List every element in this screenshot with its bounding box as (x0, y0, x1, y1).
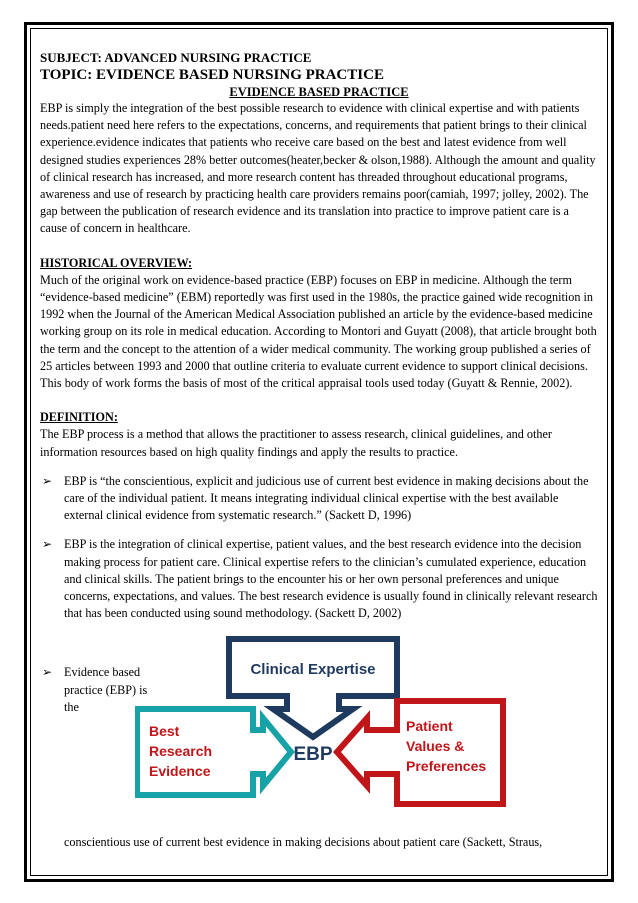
document-body (40, 50, 598, 852)
document-title: EVIDENCE BASED PRACTICE (229, 85, 409, 99)
ebp-diagram (135, 634, 515, 824)
definition-heading: DEFINITION: (40, 410, 118, 425)
subject-line: SUBJECT: ADVANCED NURSING PRACTICE (40, 50, 312, 65)
patient-values-label-3: Preferences (406, 758, 487, 775)
definition-bullet-1 (40, 473, 598, 525)
bullet-text: EBP is “the conscientious, explicit and judicious use of current best evidence in making decisions about the care of the individual patient. It means integrating individual clinical expertise with the best available external clinical evidence from systematic research.” (Sackett D, 1996) (64, 473, 589, 523)
bullet-text: EBP is the integration of clinical expertise, patient values, and the best research evidence into the decision making process for patient care. Clinical expertise refers to the clinician’s cumulated experience, education and clinical skills. The patient brings to the encounter his or her own personal preferences and unique concerns, expectations, and values. The best research evidence is usually found in clinically relevant research that has been conducted using sound methodology. (Sackett D, 2002) (64, 537, 598, 621)
bullet-arrow-icon: ➢ (42, 473, 53, 488)
historical-paragraph: Much of the original work on evidence-based practice (EBP) focuses on EBP in medicine. Although the term “evidence-based medicine” (EBM) reportedly was first used in the 1980s, the practice gained wide recognition in 1992 when the Journal of the American Medical Association published an article by the evidence-based medicine working group on its role in medical education. According to Montori and Guyatt (2008), that article brought both the term and the concept to the attention of a wider medical community. The working group published a series of 25 articles between 1993 and 2000 that outline criteria to evaluate current evidence to support clinical decisions. This body of work forms the basis of most of the critical appraisal tools used today (Guyatt & Rennie, 2002). (40, 272, 597, 391)
bullet-arrow-icon: ➢ (42, 665, 53, 680)
best-evidence-label-1: Best (149, 723, 180, 740)
clinical-expertise-label: Clinical Expertise (250, 661, 376, 679)
patient-values-label-2: Values & (406, 738, 465, 755)
historical-heading: HISTORICAL OVERVIEW: (40, 255, 193, 270)
best-evidence-label-2: Research (149, 743, 213, 760)
definition-bullet-3-continuation: conscientious use of current best evidence in making decisions about patient care (Sackett, Straus, (64, 835, 543, 850)
ebp-center-label: EBP (293, 744, 333, 766)
intro-paragraph: EBP is simply the integration of the best possible research to evidence with clinical expertise and with patients needs.patient need here refers to the expectations, concerns, and requirements that patient brings to their clinical experience.evidence indicates that patients who receive care based on the best and latest evidence from well designed studies experiences 28% better outcomes(heater,becker & olson,1988). Although the amount and quality of clinical research has increased, and more research content has threaded throughout educational programs, awareness and use of research by practicing health care providers remains poor(camiah, 1997; jolley, 2002). The gap between the publication of research evidence and its translation into practice to improve patient care is a cause of concern in healthcare. (40, 101, 596, 236)
topic-line: TOPIC: EVIDENCE BASED NURSING PRACTICE (40, 67, 384, 83)
best-evidence-label-3: Evidence (149, 763, 211, 780)
bullet-text: Evidence based practice (EBP) is the (64, 665, 148, 714)
patient-values-label-1: Patient (406, 718, 453, 735)
bullet-arrow-icon: ➢ (42, 537, 53, 552)
definition-paragraph: The EBP process is a method that allows the practitioner to assess research, clinical guidelines, and other information resources based on high quality findings and apply the results to practice. (40, 427, 552, 459)
ebp-diagram-row (40, 634, 598, 834)
definition-bullet-2 (40, 536, 598, 622)
